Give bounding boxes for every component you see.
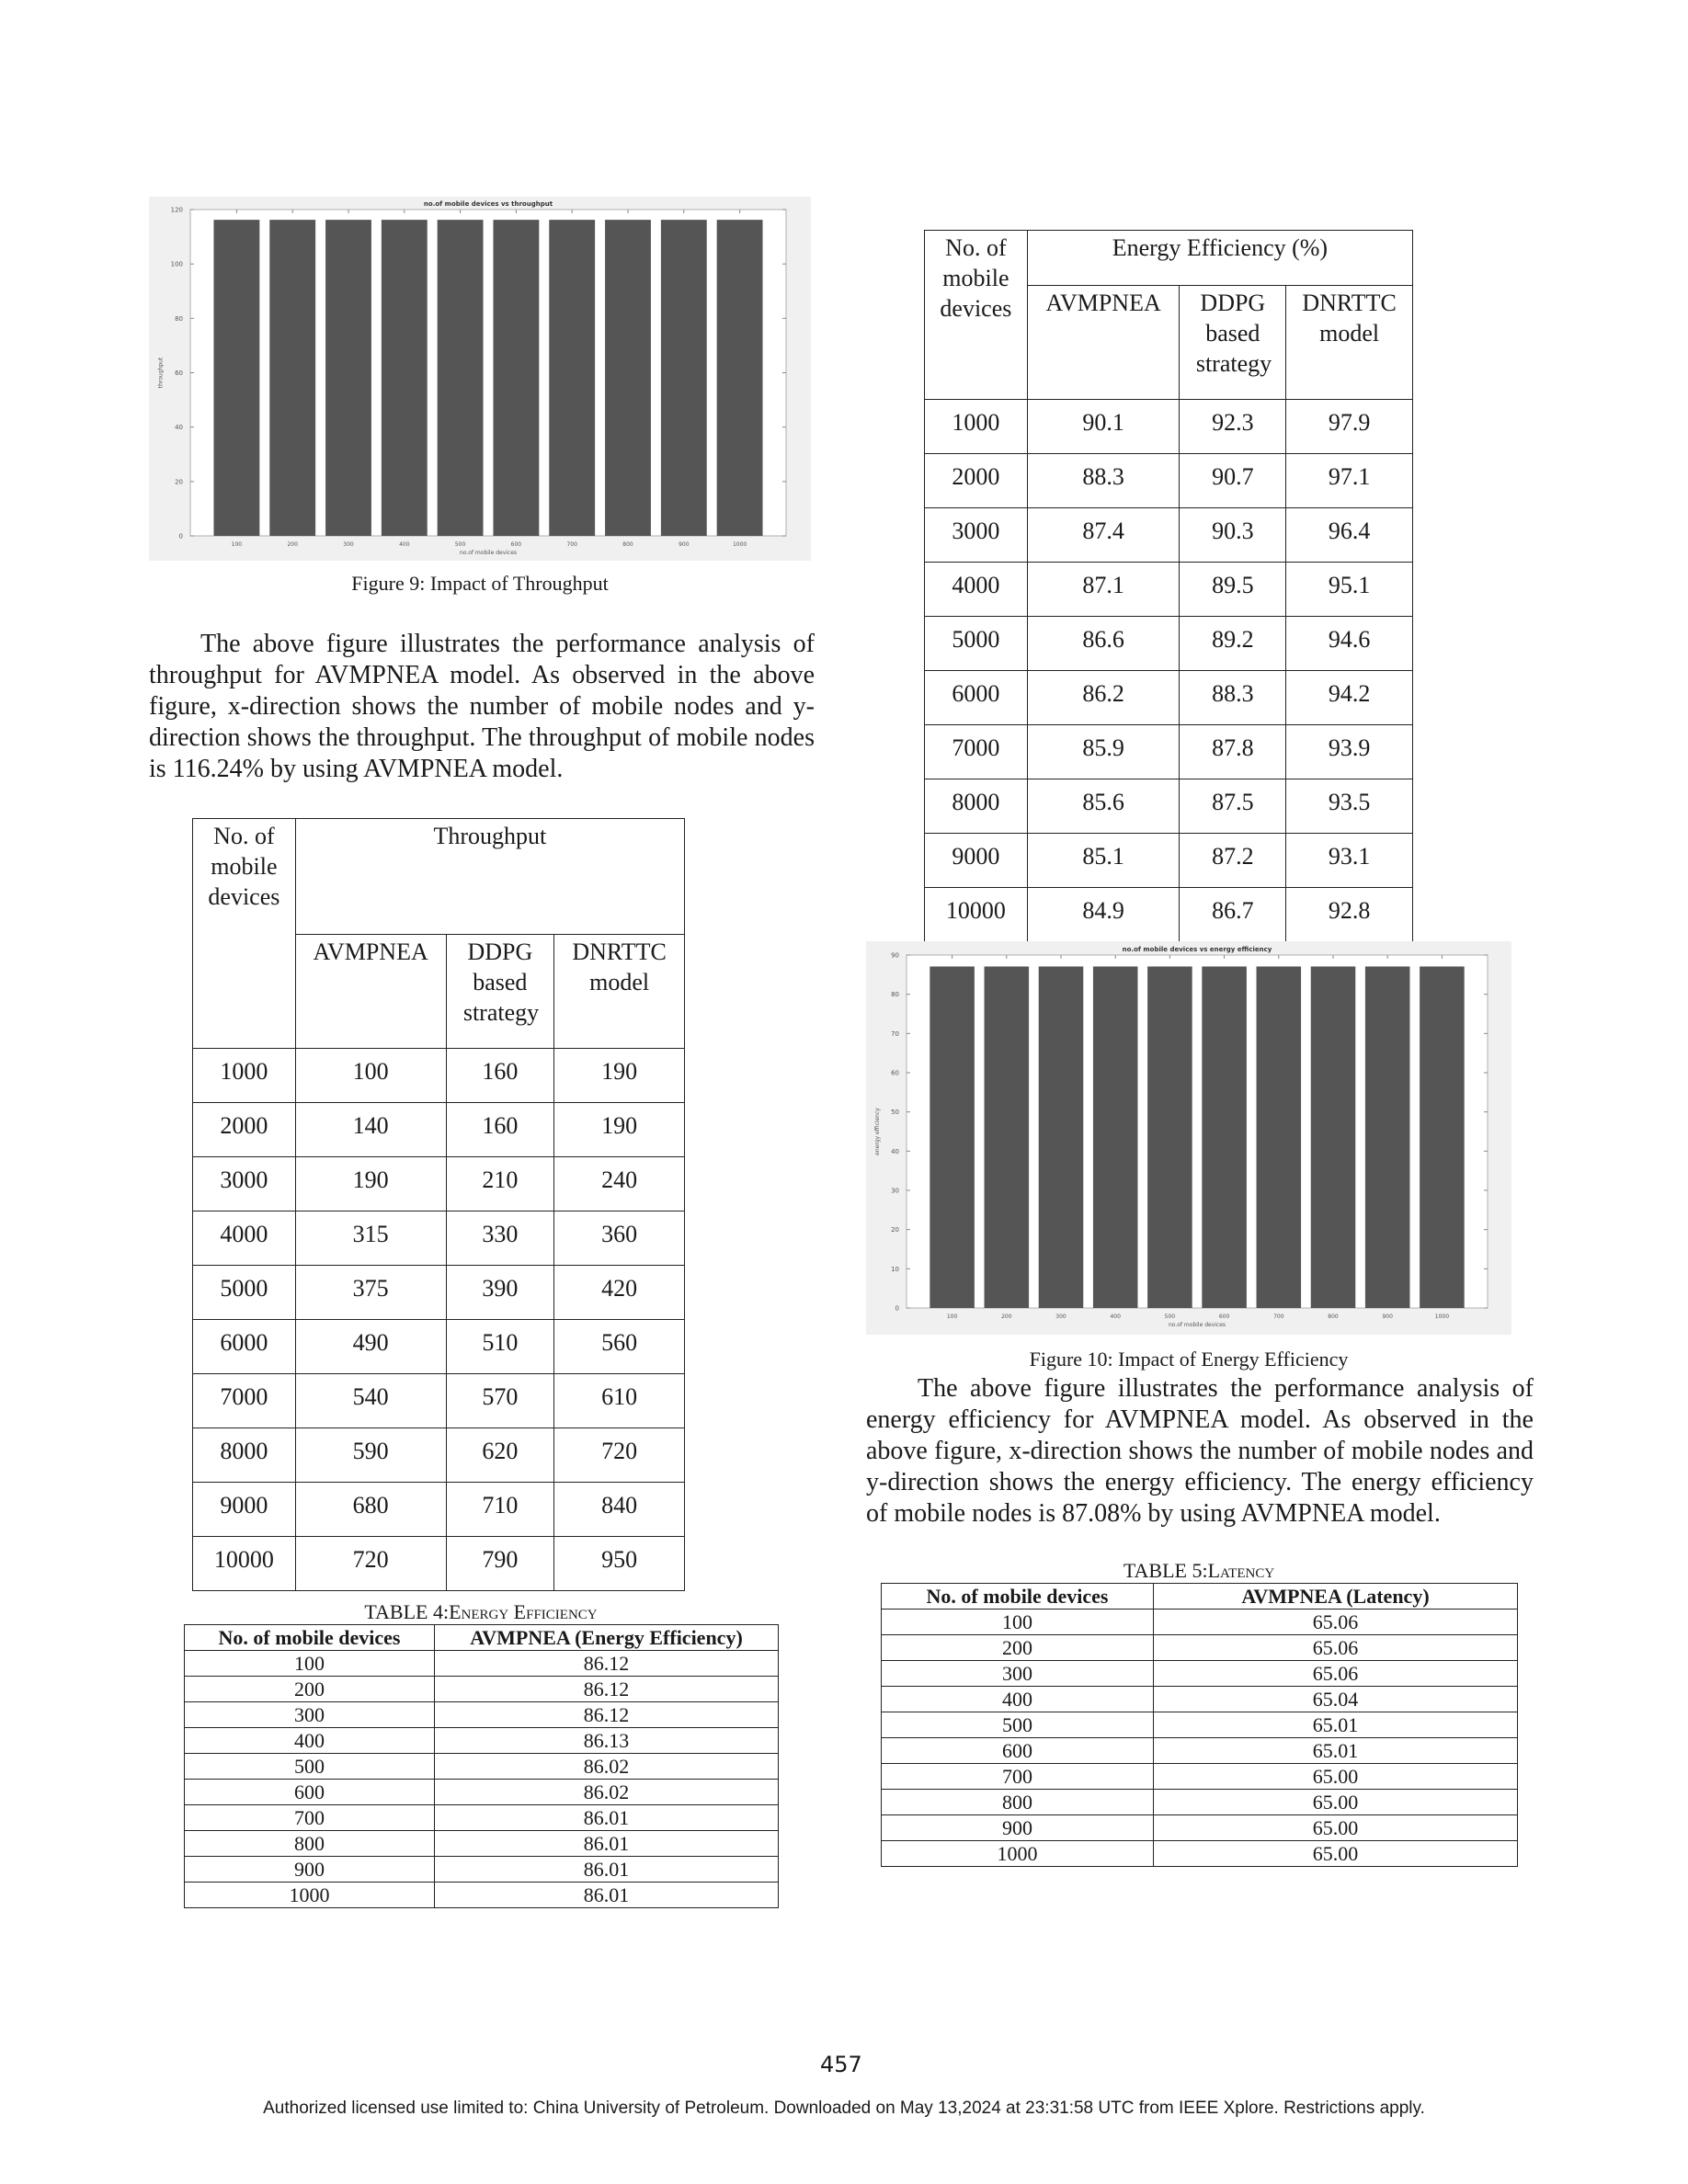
- table4-row: [185, 1728, 779, 1754]
- fig9-title: no.of mobile devices vs throughput: [423, 200, 553, 208]
- energy-cell: 87.2: [1180, 834, 1286, 888]
- fig10-bar: [1257, 966, 1302, 1308]
- table5-cell: 65.06: [1154, 1610, 1518, 1635]
- fig9-bar: [605, 220, 651, 536]
- energy-cell: 5000: [925, 617, 1028, 671]
- energy-cell: 85.6: [1027, 779, 1180, 834]
- fig9-xtick-label: 1000: [732, 541, 747, 548]
- throughput-cell: 620: [446, 1428, 554, 1483]
- fig9-bar: [549, 220, 595, 536]
- throughput-cell: 540: [295, 1374, 446, 1428]
- throughput-table-devices-header: No. of mobile devices: [208, 823, 280, 910]
- throughput-cell: 720: [295, 1537, 446, 1591]
- throughput-cell: 680: [295, 1483, 446, 1537]
- fig9-xtick-label: 200: [287, 541, 298, 548]
- fig10-bar: [930, 966, 975, 1308]
- energy-row: [925, 617, 1413, 671]
- table5-row: [882, 1764, 1518, 1790]
- table-4-title-name: Energy Efficiency: [449, 1600, 598, 1623]
- energy-cell: 3000: [925, 508, 1028, 563]
- energy-cell: 88.3: [1027, 454, 1180, 508]
- table-5-latency: [881, 1583, 1518, 1867]
- throughput-cell: 330: [446, 1211, 554, 1266]
- fig9-ytick-label: 120: [170, 206, 183, 214]
- table5-row: [882, 1790, 1518, 1815]
- fig10-xlabel: no.of mobile devices: [1168, 1322, 1226, 1328]
- table5-row: [882, 1738, 1518, 1764]
- fig9-bar: [438, 220, 484, 536]
- table4-cell: 200: [185, 1677, 435, 1702]
- throughput-cell: 490: [295, 1320, 446, 1374]
- energy-cell: 90.7: [1180, 454, 1286, 508]
- table-4-title: [184, 1600, 778, 1624]
- energy-cell: 9000: [925, 834, 1028, 888]
- table5-row: [882, 1661, 1518, 1687]
- energy-table-group-header: Energy Efficiency (%): [1112, 234, 1329, 261]
- throughput-cell: 160: [446, 1049, 554, 1103]
- fig9-xtick-label: 900: [679, 541, 690, 548]
- table5-cell: 500: [882, 1712, 1154, 1738]
- throughput-table-body: [193, 1049, 685, 1591]
- table5-cell: 65.06: [1154, 1661, 1518, 1687]
- fig9-ytick-label: 100: [170, 260, 183, 268]
- energy-table-devices-header: No. of mobile devices: [940, 234, 1012, 322]
- energy-row: [925, 508, 1413, 563]
- throughput-row: [193, 1320, 685, 1374]
- fig9-bar: [325, 220, 371, 536]
- energy-cell: 89.5: [1180, 563, 1286, 617]
- table5-cell: 65.00: [1154, 1764, 1518, 1790]
- fig10-ytick-label: 50: [891, 1109, 899, 1117]
- fig9-ytick-label: 80: [175, 314, 183, 323]
- throughput-cell: 570: [446, 1374, 554, 1428]
- table5-cell: 65.06: [1154, 1635, 1518, 1661]
- table4-cell: 86.01: [435, 1831, 779, 1857]
- throughput-row: [193, 1374, 685, 1428]
- table5-cell: 65.04: [1154, 1687, 1518, 1712]
- throughput-paragraph: The above figure illustrates the performance analysis of throughput for AVMPNEA model. As observed in the above figure, x-direction shows the number of mobile nodes and y-direction shows the throughput. The throughput of mobile nodes is 116.24% by using AVMPNEA model.: [149, 630, 815, 783]
- energy-cell: 86.6: [1027, 617, 1180, 671]
- table4-cell: 86.01: [435, 1857, 779, 1883]
- table5-cell: 900: [882, 1815, 1154, 1841]
- throughput-cell: 7000: [193, 1374, 296, 1428]
- fig9-xtick-label: 400: [399, 541, 410, 548]
- table-4-title-prefix: TABLE 4:: [364, 1600, 450, 1623]
- throughput-bar-chart: [149, 197, 811, 561]
- energy-cell: 87.8: [1180, 725, 1286, 779]
- throughput-cell: 140: [295, 1103, 446, 1157]
- energy-efficiency-table: [924, 230, 1413, 942]
- table4-cell: 300: [185, 1702, 435, 1728]
- throughput-cell: 4000: [193, 1211, 296, 1266]
- fig9-ytick-label: 60: [175, 370, 183, 377]
- energy-cell: 2000: [925, 454, 1028, 508]
- table5-cell: 65.01: [1154, 1738, 1518, 1764]
- fig9-ytick-label: 40: [175, 424, 183, 432]
- fig10-ylabel: energy efficiency: [874, 1108, 882, 1155]
- throughput-cell: 6000: [193, 1320, 296, 1374]
- throughput-cell: 560: [554, 1320, 685, 1374]
- fig9-bar: [493, 220, 539, 536]
- table5-row: [882, 1610, 1518, 1635]
- ieee-license-footer: Authorized licensed use limited to: China University of Petroleum. Downloaded on May 13,2024 at 23:31:58 UTC from IEEE Xplore. Restrictions apply.: [263, 2099, 1425, 2118]
- throughput-cell: 510: [446, 1320, 554, 1374]
- throughput-table-group-header: Throughput: [433, 823, 547, 849]
- throughput-cell: 420: [554, 1266, 685, 1320]
- throughput-cell: 1000: [193, 1049, 296, 1103]
- fig10-ytick-label: 70: [891, 1029, 899, 1038]
- throughput-cell: 240: [554, 1157, 685, 1211]
- table-4-header-value: AVMPNEA (Energy Efficiency): [435, 1625, 779, 1651]
- table4-cell: 700: [185, 1805, 435, 1831]
- figure-9-caption: Figure 9: Impact of Throughput: [351, 572, 609, 595]
- throughput-row: [193, 1266, 685, 1320]
- energy-cell: 89.2: [1180, 617, 1286, 671]
- fig9-ytick-label: 20: [175, 478, 183, 486]
- table4-row: [185, 1702, 779, 1728]
- fig9-xtick-label: 300: [343, 541, 354, 548]
- fig9-bar: [269, 220, 315, 536]
- table4-cell: 86.02: [435, 1754, 779, 1780]
- energy-cell: 88.3: [1180, 671, 1286, 725]
- throughput-cell: 190: [554, 1049, 685, 1103]
- fig10-xtick-label: 900: [1382, 1314, 1393, 1320]
- throughput-cell: 590: [295, 1428, 446, 1483]
- fig10-bar: [1039, 966, 1084, 1308]
- fig9-xtick-label: 600: [510, 541, 522, 548]
- energy-cell: 97.9: [1286, 400, 1413, 454]
- table5-cell: 200: [882, 1635, 1154, 1661]
- throughput-cell: 375: [295, 1266, 446, 1320]
- table4-cell: 400: [185, 1728, 435, 1754]
- table4-row: [185, 1805, 779, 1831]
- fig9-bar: [213, 220, 259, 536]
- table5-cell: 600: [882, 1738, 1154, 1764]
- fig9-xtick-label: 800: [622, 541, 633, 548]
- fig10-xtick-label: 100: [946, 1314, 958, 1320]
- fig10-bar: [1311, 966, 1356, 1308]
- energy-cell: 92.8: [1286, 888, 1413, 942]
- fig10-bar: [1093, 966, 1138, 1308]
- table4-cell: 86.12: [435, 1677, 779, 1702]
- energy-efficiency-bar-chart: [866, 941, 1511, 1335]
- table5-cell: 65.00: [1154, 1841, 1518, 1867]
- table4-row: [185, 1651, 779, 1677]
- table-5-body: [882, 1610, 1518, 1867]
- fig9-ytick-label: 0: [178, 532, 183, 540]
- fig10-title: no.of mobile devices vs energy efficiency: [1122, 946, 1272, 953]
- throughput-cell: 3000: [193, 1157, 296, 1211]
- table-5-header-value: AVMPNEA (Latency): [1154, 1584, 1518, 1610]
- fig10-ytick-label: 20: [891, 1226, 899, 1234]
- energy-cell: 4000: [925, 563, 1028, 617]
- energy-cell: 85.9: [1027, 725, 1180, 779]
- throughput-cell: 950: [554, 1537, 685, 1591]
- figure-9-chart: [149, 197, 811, 561]
- energy-row: [925, 563, 1413, 617]
- table4-cell: 86.01: [435, 1883, 779, 1908]
- throughput-table-col-ddpg: DDPG based strategy: [462, 938, 540, 1026]
- table5-cell: 400: [882, 1687, 1154, 1712]
- fig9-xtick-label: 500: [454, 541, 466, 548]
- energy-cell: 85.1: [1027, 834, 1180, 888]
- fig10-xtick-label: 600: [1218, 1314, 1230, 1320]
- throughput-cell: 190: [554, 1103, 685, 1157]
- throughput-cell: 100: [295, 1049, 446, 1103]
- throughput-cell: 710: [446, 1483, 554, 1537]
- table5-cell: 300: [882, 1661, 1154, 1687]
- table4-cell: 500: [185, 1754, 435, 1780]
- throughput-row: [193, 1157, 685, 1211]
- table4-cell: 86.02: [435, 1780, 779, 1805]
- energy-cell: 90.3: [1180, 508, 1286, 563]
- throughput-row: [193, 1428, 685, 1483]
- energy-cell: 95.1: [1286, 563, 1413, 617]
- throughput-row: [193, 1483, 685, 1537]
- energy-table-col-ddpg: DDPG based strategy: [1195, 290, 1272, 377]
- table4-row: [185, 1883, 779, 1908]
- table5-row: [882, 1687, 1518, 1712]
- table4-cell: 100: [185, 1651, 435, 1677]
- energy-cell: 6000: [925, 671, 1028, 725]
- throughput-cell: 5000: [193, 1266, 296, 1320]
- table4-row: [185, 1780, 779, 1805]
- fig10-bar: [1202, 966, 1247, 1308]
- table5-cell: 1000: [882, 1841, 1154, 1867]
- throughput-cell: 8000: [193, 1428, 296, 1483]
- fig9-xlabel: no.of mobile devices: [459, 550, 518, 556]
- table-5-title-name: Latency: [1207, 1559, 1275, 1582]
- energy-cell: 87.4: [1027, 508, 1180, 563]
- table-5-title: [881, 1559, 1517, 1583]
- energy-cell: 87.1: [1027, 563, 1180, 617]
- throughput-table-col-dnrttc: DNRTTC model: [572, 938, 667, 995]
- throughput-cell: 2000: [193, 1103, 296, 1157]
- table5-row: [882, 1635, 1518, 1661]
- throughput-cell: 360: [554, 1211, 685, 1266]
- fig9-bar: [382, 220, 428, 536]
- throughput-row: [193, 1537, 685, 1591]
- throughput-cell: 720: [554, 1428, 685, 1483]
- energy-cell: 1000: [925, 400, 1028, 454]
- table4-cell: 86.12: [435, 1702, 779, 1728]
- fig10-xtick-label: 500: [1164, 1314, 1176, 1320]
- table5-row: [882, 1841, 1518, 1867]
- throughput-cell: 190: [295, 1157, 446, 1211]
- energy-cell: 93.9: [1286, 725, 1413, 779]
- throughput-table: [192, 818, 685, 1591]
- fig10-xtick-label: 300: [1055, 1314, 1066, 1320]
- table4-row: [185, 1677, 779, 1702]
- energy-cell: 97.1: [1286, 454, 1413, 508]
- table4-row: [185, 1831, 779, 1857]
- fig10-bar: [985, 966, 1030, 1308]
- fig10-bar: [1420, 966, 1465, 1308]
- table-4-header-devices: No. of mobile devices: [185, 1625, 435, 1651]
- fig10-ytick-label: 10: [891, 1265, 899, 1273]
- throughput-cell: 610: [554, 1374, 685, 1428]
- energy-cell: 8000: [925, 779, 1028, 834]
- fig10-xtick-label: 700: [1273, 1314, 1284, 1320]
- table4-cell: 1000: [185, 1883, 435, 1908]
- throughput-cell: 790: [446, 1537, 554, 1591]
- fig10-bar: [1147, 966, 1192, 1308]
- energy-row: [925, 834, 1413, 888]
- fig10-xtick-label: 800: [1328, 1314, 1339, 1320]
- fig10-xtick-label: 200: [1001, 1314, 1012, 1320]
- energy-cell: 86.7: [1180, 888, 1286, 942]
- fig10-ytick-label: 40: [891, 1147, 899, 1155]
- energy-cell: 7000: [925, 725, 1028, 779]
- throughput-row: [193, 1211, 685, 1266]
- energy-cell: 96.4: [1286, 508, 1413, 563]
- table4-cell: 86.13: [435, 1728, 779, 1754]
- table-5-header-devices: No. of mobile devices: [882, 1584, 1154, 1610]
- fig10-ytick-label: 60: [891, 1069, 899, 1077]
- fig9-xtick-label: 100: [231, 541, 243, 548]
- energy-table-col-avmpnea: AVMPNEA: [1045, 290, 1161, 316]
- energy-cell: 92.3: [1180, 400, 1286, 454]
- fig9-bar: [661, 220, 707, 536]
- table5-cell: 65.00: [1154, 1815, 1518, 1841]
- throughput-cell: 9000: [193, 1483, 296, 1537]
- table-5-title-prefix: TABLE 5:: [1123, 1559, 1208, 1582]
- energy-cell: 87.5: [1180, 779, 1286, 834]
- energy-row: [925, 454, 1413, 508]
- energy-cell: 94.2: [1286, 671, 1413, 725]
- throughput-cell: 315: [295, 1211, 446, 1266]
- energy-cell: 93.5: [1286, 779, 1413, 834]
- throughput-cell: 160: [446, 1103, 554, 1157]
- energy-table-body: [925, 400, 1413, 942]
- table5-cell: 800: [882, 1790, 1154, 1815]
- table5-row: [882, 1815, 1518, 1841]
- energy-cell: 94.6: [1286, 617, 1413, 671]
- energy-row: [925, 400, 1413, 454]
- table5-cell: 700: [882, 1764, 1154, 1790]
- throughput-cell: 10000: [193, 1537, 296, 1591]
- fig10-bar: [1365, 966, 1410, 1308]
- throughput-row: [193, 1103, 685, 1157]
- fig9-bar: [717, 220, 763, 536]
- table5-row: [882, 1712, 1518, 1738]
- page-number: 457: [820, 2052, 862, 2077]
- fig10-ytick-label: 0: [895, 1304, 899, 1313]
- throughput-cell: 210: [446, 1157, 554, 1211]
- table4-cell: 800: [185, 1831, 435, 1857]
- energy-cell: 84.9: [1027, 888, 1180, 942]
- table4-cell: 900: [185, 1857, 435, 1883]
- energy-cell: 10000: [925, 888, 1028, 942]
- energy-row: [925, 725, 1413, 779]
- fig10-ytick-label: 80: [891, 991, 899, 999]
- energy-row: [925, 779, 1413, 834]
- throughput-cell: 390: [446, 1266, 554, 1320]
- table-4-body: [185, 1651, 779, 1908]
- energy-efficiency-paragraph: The above figure illustrates the performance analysis of energy efficiency for AVMPNEA model. As observed in the above figure, x-direction shows the number of mobile nodes and y-direction shows the energy efficiency. The energy efficiency of mobile nodes is 87.08% by using AVMPNEA model.: [866, 1374, 1534, 1528]
- throughput-row: [193, 1049, 685, 1103]
- figure-10-chart: [866, 941, 1511, 1335]
- table4-row: [185, 1857, 779, 1883]
- fig10-xtick-label: 400: [1110, 1314, 1121, 1320]
- throughput-table-col-avmpnea: AVMPNEA: [313, 938, 428, 965]
- fig10-xtick-label: 1000: [1434, 1314, 1450, 1320]
- table5-cell: 65.01: [1154, 1712, 1518, 1738]
- fig9-ylabel: throughput: [157, 357, 165, 389]
- figure-10-caption: Figure 10: Impact of Energy Efficiency: [1029, 1348, 1349, 1371]
- energy-cell: 93.1: [1286, 834, 1413, 888]
- table4-row: [185, 1754, 779, 1780]
- energy-cell: 90.1: [1027, 400, 1180, 454]
- table4-cell: 86.12: [435, 1651, 779, 1677]
- table-4-energy-efficiency: [184, 1624, 779, 1908]
- table4-cell: 600: [185, 1780, 435, 1805]
- energy-table-col-dnrttc: DNRTTC model: [1302, 290, 1397, 347]
- table5-cell: 65.00: [1154, 1790, 1518, 1815]
- fig9-xtick-label: 700: [566, 541, 577, 548]
- table4-cell: 86.01: [435, 1805, 779, 1831]
- throughput-cell: 840: [554, 1483, 685, 1537]
- fig10-ytick-label: 30: [891, 1187, 899, 1195]
- energy-cell: 86.2: [1027, 671, 1180, 725]
- fig10-ytick-label: 90: [891, 951, 899, 960]
- table5-cell: 100: [882, 1610, 1154, 1635]
- energy-row: [925, 671, 1413, 725]
- energy-row: [925, 888, 1413, 942]
